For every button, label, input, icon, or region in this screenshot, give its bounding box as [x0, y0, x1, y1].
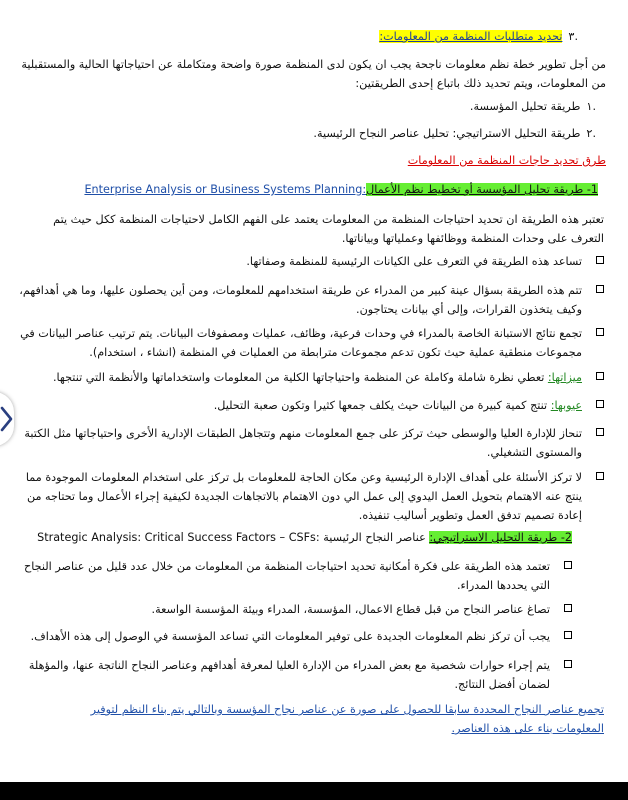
disadvantages-text: تنتج كمية كبيرة من البيانات حيث يكلف جمعها كثيرا وتكون صعبة التحليل.	[213, 399, 551, 412]
bottom-bar	[0, 782, 628, 800]
checkbox-bullet-icon	[564, 631, 572, 639]
method-item-2	[36, 124, 596, 143]
method-1-description: تعتبر هذه الطريقة ان تحديد احتياجات المنظمة من المعلومات يعتمد على الفهم الكامل لاحتياجات المنظمة ككل حيث يتم التعرف على وحدات المنظمة ووظائفها وعملياتها وبياناتها.	[53, 213, 604, 245]
method-2-english-title: Strategic Analysis: Critical Success Factors – CSFs:	[37, 531, 320, 544]
method-1-point	[8, 424, 604, 462]
point-text: تتم هذه الطريقة بسؤال عينة كبير من المدراء عن طريقة استخدامهم للمعلومات، ومن أين يحصلون عليها، وما هي أهدافهم، وكيف يتخذون القرارات، وإلى أي بيانات يحتاجون.	[19, 284, 582, 316]
method-1-title: 1- طريقة تحليل المؤسسة أو تخطيط نظم الأعمال	[366, 183, 598, 196]
checkbox-bullet-icon	[596, 256, 604, 264]
method-1-point	[8, 281, 604, 319]
section-3-number: .٣	[568, 30, 578, 43]
method-2-arabic-subtitle: عناصر النجاح الرئيسية	[323, 531, 430, 544]
point-text: يجب أن تركز نظم المعلومات الجديدة على توفير المعلومات التي تساعد المؤسسة في الوصول إلى هذه الأهداف.	[30, 630, 550, 643]
section-title-text: طرق تحديد حاجات المنظمة من المعلومات	[407, 154, 606, 167]
section-3-title: تحديد متطلبات المنظمة من المعلومات:	[379, 30, 563, 43]
method-item-1	[36, 97, 596, 116]
method-1-number: .١	[586, 100, 596, 113]
chevron-right-icon	[0, 406, 14, 432]
method-1-point	[8, 468, 604, 525]
point-text: لا تركز الأسئلة على أهداف الإدارة الرئيسية وعن مكان الحاجة للمعلومات بل تركز على استخدام المعلومات الموجودة مما ينتج عنه الاهتمام بتحويل العمل اليدوي إلى عمل الي دون الاهتمام بالاتجاهات الجديدة لكيفية إجراء الأعمال وما تحتاجه من إعادة تصميم تدفق العمل وتطوير أساليب تنفيذه.	[25, 471, 582, 522]
point-text: تصاغ عناصر النجاح من قبل قطاع الاعمال، المؤسسة، المدراء وبيئة المؤسسة الواسعة.	[151, 603, 550, 616]
advantages-text: تعطي نظرة شاملة وكاملة عن المنظمة واحتياجاتها الكلية من المعلومات واستخداماتها والأنظمة التي تنتجها.	[52, 371, 548, 384]
method-2-number: .٢	[586, 127, 596, 140]
advantages-point	[8, 368, 604, 387]
intro-paragraph: من أجل تطوير خطة نظم معلومات ناجحة يجب ان يكون لدى المنظمة صورة واضحة ومتكاملة عن احتياجاتها الحالية والمستقبلية من المعلومات، ويتم تحديد ذلك باتباع إحدى الطريقتين:	[21, 58, 606, 90]
checkbox-bullet-icon	[596, 285, 604, 293]
method-2-point	[10, 557, 572, 595]
checkbox-bullet-icon	[564, 604, 572, 612]
method-2-point	[10, 656, 572, 694]
closing-text: تجميع عناصر النجاح المحددة سابقا للحصول على صورة عن عناصر نجاح المؤسسة وبالتالي يتم بناء النظم لتوفير المعلومات بناء على هذه العناصر.	[90, 703, 604, 735]
method-1-text: طريقة تحليل المؤسسة.	[469, 100, 581, 113]
method-2-heading	[20, 528, 572, 547]
method-2-title: 2- طريقة التحليل الاستراتيجي:	[429, 531, 572, 544]
checkbox-bullet-icon	[596, 372, 604, 380]
closing-paragraph	[64, 700, 604, 738]
method-1-heading	[20, 180, 598, 199]
method-2-point	[10, 627, 572, 646]
method-1-english-title: Enterprise Analysis or Business Systems Planning:	[84, 183, 367, 196]
disadvantages-label: عيوبها:	[550, 399, 582, 412]
point-text: تنحاز للإدارة العليا والوسطى حيث تركز على جمع المعلومات منهم وتتجاهل الطبقات الإدارية الأخرى واحتياجاتها مثل الكتبة والمستوى التشغيلي.	[24, 427, 582, 459]
checkbox-bullet-icon	[596, 400, 604, 408]
section-title	[20, 151, 606, 170]
checkbox-bullet-icon	[564, 561, 572, 569]
method-2-text: طريقة التحليل الاستراتيجي: تحليل عناصر النجاح الرئيسية.	[313, 127, 581, 140]
section-3-heading	[38, 27, 578, 46]
checkbox-bullet-icon	[596, 428, 604, 436]
advantages-label: ميزاتها:	[547, 371, 582, 384]
method-2-point	[10, 600, 572, 619]
point-text: تساعد هذه الطريقة في التعرف على الكيانات الرئيسية للمنظمة وصفاتها.	[246, 255, 582, 268]
method-1-point	[8, 252, 604, 271]
point-text: يتم إجراء حوارات شخصية مع بعض المدراء من الإدارة العليا لمعرفة أهدافهم وعناصر النجاح الناتجة عنها، والمؤهلة لضمان أفضل النتائج.	[28, 659, 550, 691]
disadvantages-point	[8, 396, 604, 415]
checkbox-bullet-icon	[596, 472, 604, 480]
checkbox-bullet-icon	[564, 660, 572, 668]
point-text: تجمع نتائج الاستبانة الخاصة بالمدراء في وحدات فرعية، وظائف، عمليات ومصفوفات البيانات. يتم ترتيب عناصر البيانات في مجموعات منطقية عملية حيث تكون تدعم مجموعات مترابطة من العمليات في المنظمة (انشاء ، استخدام).	[20, 327, 582, 359]
method-1-point	[8, 324, 604, 362]
checkbox-bullet-icon	[596, 328, 604, 336]
point-text: تعتمد هذه الطريقة على فكرة أمكانية تحديد احتياجات المنظمة من المعلومات من خلال عدد قليل من عناصر النجاح التي يحددها المدراء.	[24, 560, 550, 592]
